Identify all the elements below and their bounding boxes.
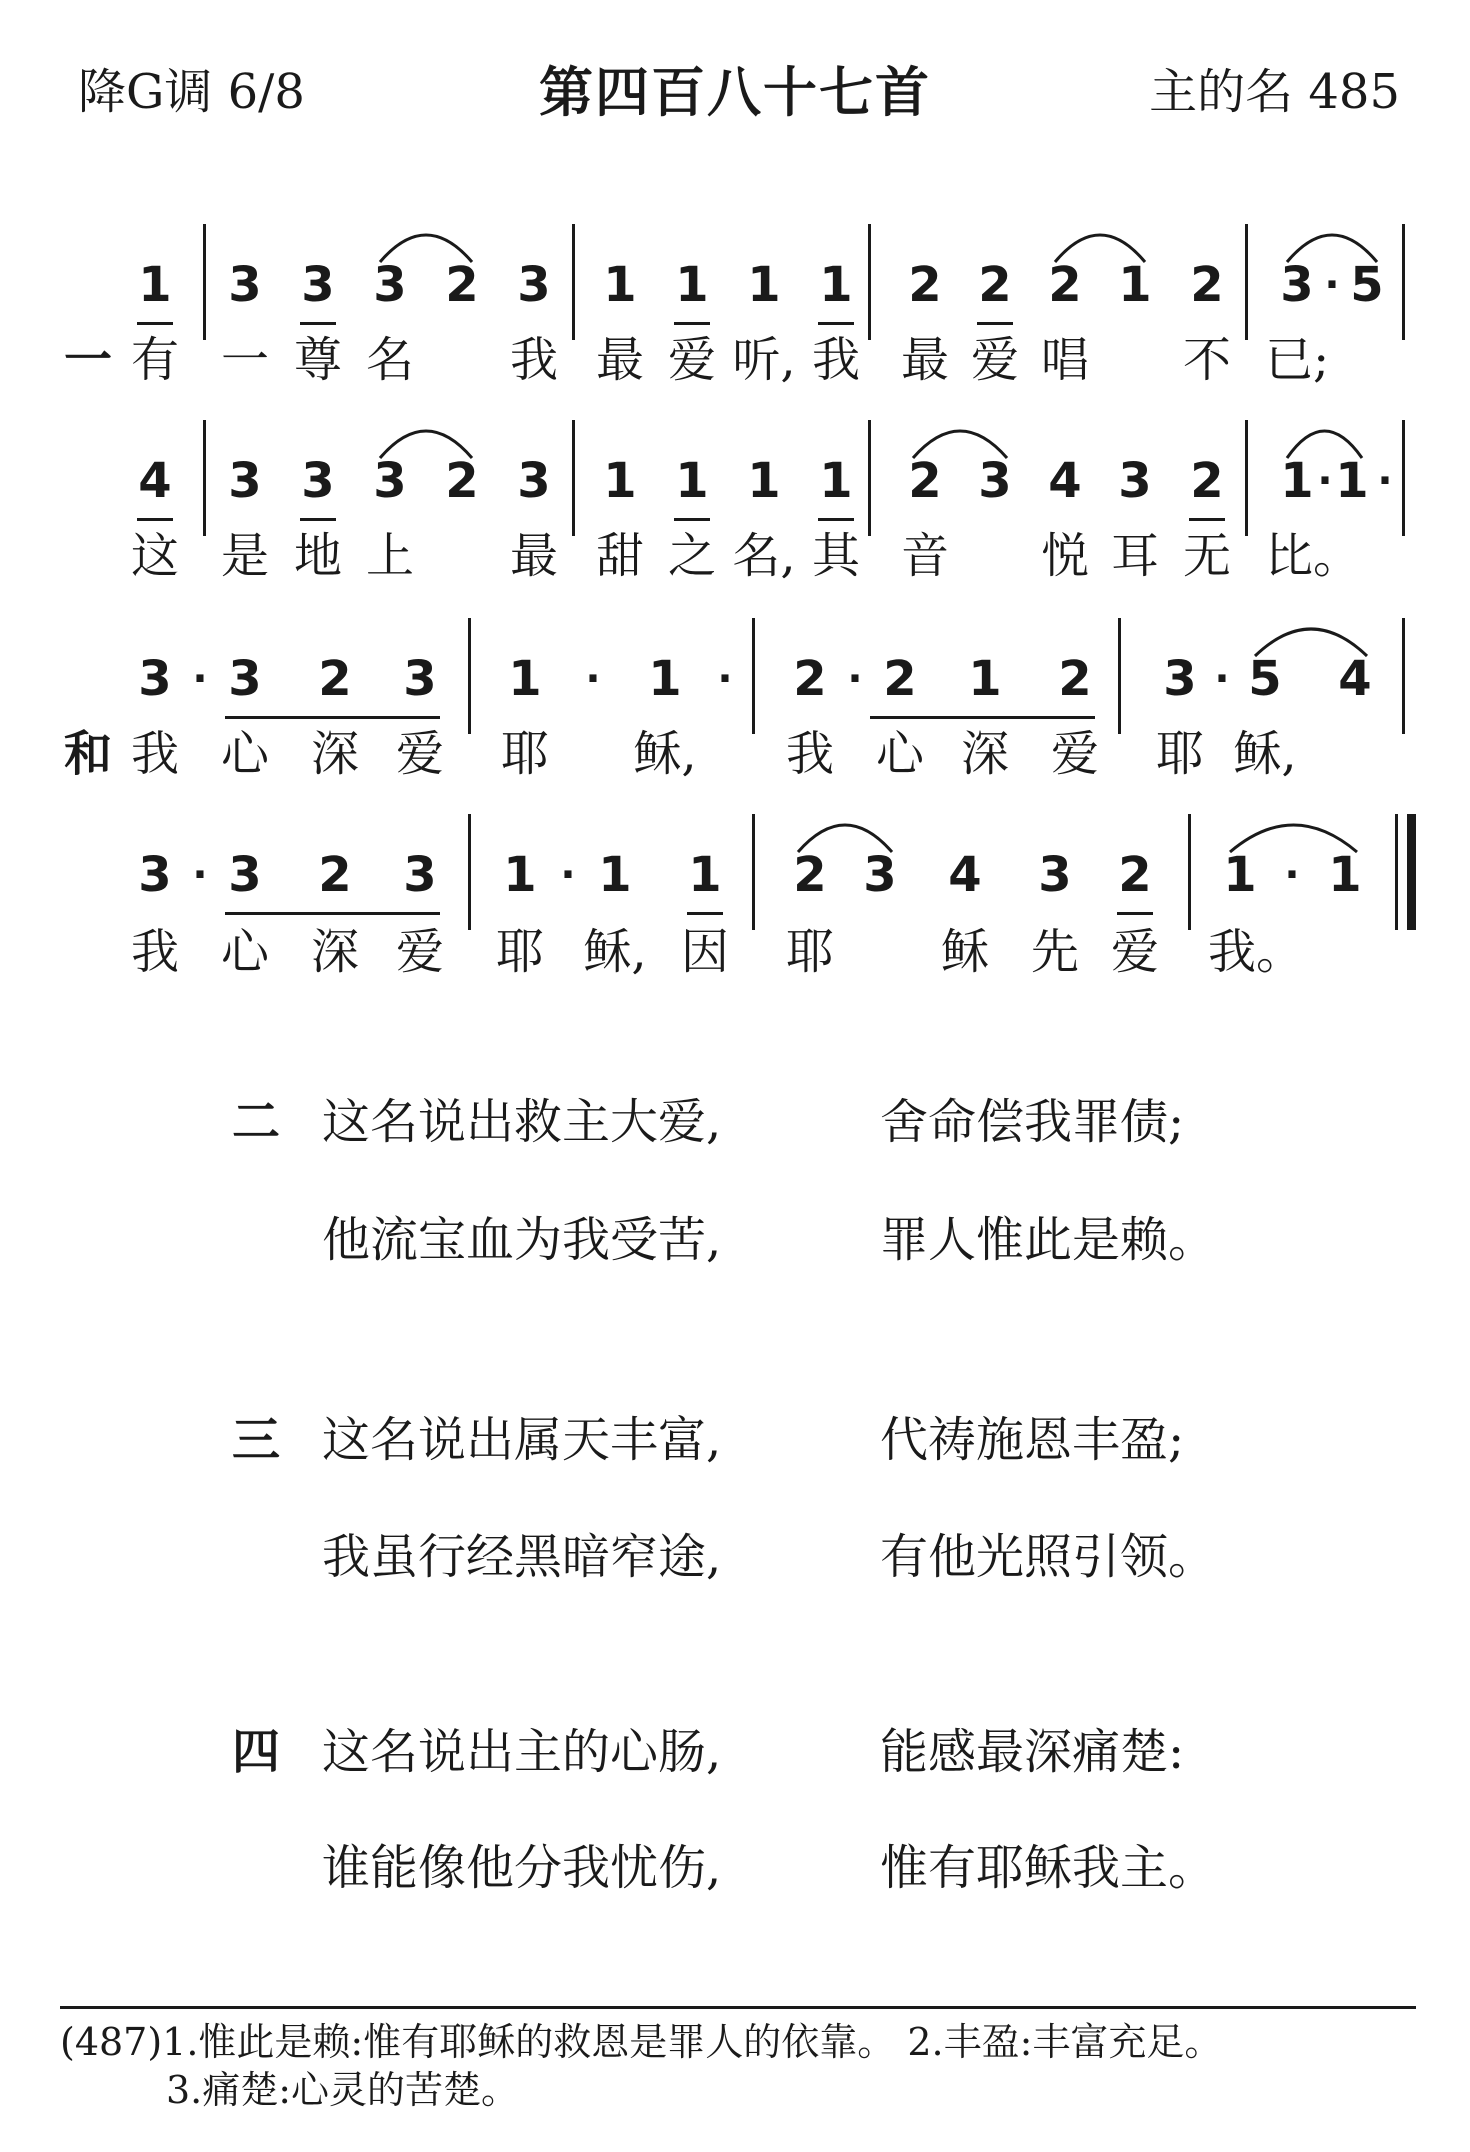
lyric-char: 上 (365, 528, 414, 584)
lyric-char: 地 (293, 528, 342, 584)
lyric-char: 我 (811, 332, 860, 388)
verse-3-line2a: 我虽行经黑暗窄途, (322, 1529, 722, 1585)
lyric-char: 爱 (1110, 924, 1159, 980)
verse-3-line2b: 有他光照引领。 (880, 1529, 1217, 1585)
note: 1 (675, 257, 709, 313)
lyric-char: 耶 (500, 726, 549, 782)
note: 1 (508, 651, 542, 707)
slur (1287, 431, 1362, 458)
slur (1255, 629, 1367, 656)
verse-3-line1a: 这名说出属天丰富, (322, 1412, 722, 1468)
note: 3 (373, 453, 407, 509)
note: 2 (978, 257, 1012, 313)
slur-arcs (0, 250, 1470, 320)
note: 2 (1190, 453, 1224, 509)
note: 1 (138, 257, 172, 313)
lyric-char: 我 (130, 924, 179, 980)
note: 1 (747, 453, 781, 509)
note: 3 (863, 847, 897, 903)
lyric-char: 爱 (395, 726, 444, 782)
note: 1 (598, 847, 632, 903)
note-underline (687, 912, 723, 915)
notation-row-4 (0, 840, 1470, 910)
note: 1 (819, 257, 853, 313)
slur (1287, 235, 1377, 262)
lyric-char: 最 (900, 332, 949, 388)
lyric-char: 深 (960, 726, 1009, 782)
note: 1 (819, 453, 853, 509)
lyric-char: 先 (1030, 924, 1079, 980)
verse-1-label: 一 (63, 332, 112, 388)
note: 5 (1350, 257, 1384, 313)
lyric-char: 有 (130, 332, 179, 388)
dot-mark: · (192, 656, 208, 702)
note: 1 (603, 453, 637, 509)
note: 3 (228, 453, 262, 509)
note: 2 (883, 651, 917, 707)
dot-mark: · (1214, 656, 1230, 702)
note: 2 (1190, 257, 1224, 313)
lyric-char: 一 (220, 332, 269, 388)
lyric-char: 其 (811, 528, 860, 584)
note: 3 (301, 453, 335, 509)
note: 3 (228, 847, 262, 903)
note: 3 (517, 257, 551, 313)
lyric-char: 已; (1265, 332, 1330, 388)
lyric-char: 耶 (785, 924, 834, 980)
note: 2 (1058, 651, 1092, 707)
slur (913, 431, 1007, 458)
hymn-title: 第四百八十七首 (539, 60, 931, 124)
note: 4 (1338, 651, 1372, 707)
slur-arcs (0, 644, 1470, 714)
verse-4-line1a: 这名说出主的心肠, (322, 1724, 722, 1780)
verse-4-label: 四 (232, 1724, 281, 1780)
lyric-char: 耶 (495, 924, 544, 980)
lyric-char: 我 (130, 726, 179, 782)
lyric-char: 稣, (633, 726, 697, 782)
note: 3 (517, 453, 551, 509)
lyric-char: 心 (220, 924, 269, 980)
note: 3 (301, 257, 335, 313)
note: 1 (1118, 257, 1152, 313)
note: 1 (1280, 453, 1314, 509)
slur-arcs (0, 446, 1470, 516)
lyric-char: 我 (785, 726, 834, 782)
verse-3-line1b: 代祷施恩丰盈; (880, 1412, 1185, 1468)
dot-mark: · (1377, 458, 1393, 504)
note-underline (674, 518, 710, 521)
verse-2-line2b: 罪人惟此是赖。 (880, 1212, 1217, 1268)
note-underline (977, 322, 1013, 325)
note-underline (137, 322, 173, 325)
note: 3 (403, 651, 437, 707)
lyric-char: 听, (732, 332, 796, 388)
lyric-char: 尊 (293, 332, 342, 388)
lyric-char: 最 (509, 528, 558, 584)
note-underline (137, 518, 173, 521)
lyric-char: 爱 (395, 924, 444, 980)
note: 3 (403, 847, 437, 903)
lyric-char: 耶 (1155, 726, 1204, 782)
note: 2 (318, 847, 352, 903)
note: 1 (968, 651, 1002, 707)
slur (1230, 825, 1357, 852)
beam-underline (870, 716, 1095, 719)
verse-2-line1a: 这名说出救主大爱, (322, 1094, 722, 1150)
lyric-char: 比。 (1265, 528, 1362, 584)
lyric-char: 爱 (970, 332, 1019, 388)
note-underline (674, 322, 710, 325)
lyric-char: 稣, (583, 924, 647, 980)
lyric-char: 名 (365, 332, 414, 388)
note: 4 (1048, 453, 1082, 509)
note: 4 (948, 847, 982, 903)
footnote-line1: (487)1.惟此是赖:惟有耶稣的救恩是罪人的依靠。 2.丰盈:丰富充足。 (60, 2020, 1223, 2064)
lyric-char: 耳 (1110, 528, 1159, 584)
lyric-char: 我。 (1208, 924, 1305, 980)
note: 3 (138, 847, 172, 903)
note: 3 (228, 257, 262, 313)
note: 3 (373, 257, 407, 313)
note: 2 (793, 847, 827, 903)
footnote-rule (60, 2006, 1416, 2009)
note: 3 (1118, 453, 1152, 509)
note: 1 (603, 257, 637, 313)
lyric-char: 因 (680, 924, 729, 980)
slur-arcs (0, 840, 1470, 910)
note: 2 (445, 257, 479, 313)
dot-mark: · (192, 852, 208, 898)
dot-mark: · (847, 656, 863, 702)
slur (1055, 235, 1145, 262)
lyric-char: 心 (875, 726, 924, 782)
lyric-row-3 (0, 722, 1470, 786)
lyric-char: 心 (220, 726, 269, 782)
lyric-char: 稣 (940, 924, 989, 980)
slur (380, 235, 472, 262)
notation-row-3 (0, 644, 1470, 714)
verse-4-line1b: 能感最深痛楚: (880, 1724, 1185, 1780)
note: 2 (1118, 847, 1152, 903)
note-underline (818, 518, 854, 521)
notation-row-1 (0, 250, 1470, 320)
note: 1 (1328, 847, 1362, 903)
note: 1 (1223, 847, 1257, 903)
note-underline (818, 322, 854, 325)
note: 2 (793, 651, 827, 707)
lyric-char: 最 (595, 332, 644, 388)
note: 1 (1335, 453, 1369, 509)
verse-2-line2a: 他流宝血为我受苦, (322, 1212, 722, 1268)
note: 1 (675, 453, 709, 509)
dot-mark: · (560, 852, 576, 898)
lyric-char: 名, (732, 528, 796, 584)
note: 2 (908, 257, 942, 313)
dot-mark: · (585, 656, 601, 702)
slur (380, 431, 472, 458)
note: 1 (503, 847, 537, 903)
note-underline (300, 518, 336, 521)
lyric-row-1 (0, 328, 1470, 392)
note: 3 (1163, 651, 1197, 707)
note: 1 (688, 847, 722, 903)
lyric-char: 深 (310, 726, 359, 782)
lyric-char: 不 (1182, 332, 1231, 388)
lyric-char: 爱 (667, 332, 716, 388)
lyric-char: 这 (130, 528, 179, 584)
dot-mark: · (1317, 458, 1333, 504)
lyric-char: 之 (667, 528, 716, 584)
lyric-char: 是 (220, 528, 269, 584)
lyric-char: 稣, (1233, 726, 1297, 782)
verse-2-line1b: 舍命偿我罪债; (880, 1094, 1185, 1150)
note: 5 (1248, 651, 1282, 707)
lyric-char: 甜 (595, 528, 644, 584)
key-signature: 降G调 6/8 (78, 64, 305, 120)
note: 4 (138, 453, 172, 509)
subject-number: 主的名 485 (1149, 64, 1400, 120)
note-underline (1189, 518, 1225, 521)
note: 2 (1048, 257, 1082, 313)
lyric-char: 无 (1182, 528, 1231, 584)
note: 1 (747, 257, 781, 313)
lyric-char: 唱 (1040, 332, 1089, 388)
lyric-char: 深 (310, 924, 359, 980)
note: 2 (445, 453, 479, 509)
note: 1 (648, 651, 682, 707)
dot-mark: · (717, 656, 733, 702)
verse-4-line2b: 惟有耶稣我主。 (880, 1840, 1217, 1896)
note: 2 (908, 453, 942, 509)
note: 3 (228, 651, 262, 707)
refrain-label: 和 (63, 726, 112, 782)
lyric-row-4 (0, 920, 1470, 984)
note-underline (300, 322, 336, 325)
lyric-char: 悦 (1040, 528, 1089, 584)
verse-2-label: 二 (232, 1094, 281, 1150)
note: 3 (1280, 257, 1314, 313)
footnote-line2: 3.痛楚:心灵的苦楚。 (166, 2068, 520, 2112)
verse-4-line2a: 谁能像他分我忧伤, (322, 1840, 722, 1896)
note: 3 (138, 651, 172, 707)
verse-3-label: 三 (232, 1412, 281, 1468)
lyric-char: 我 (509, 332, 558, 388)
dot-mark: · (1284, 852, 1300, 898)
notation-row-2 (0, 446, 1470, 516)
lyric-char: 爱 (1050, 726, 1099, 782)
lyric-char: 音 (900, 528, 949, 584)
slur (798, 825, 892, 852)
beam-underline (225, 716, 440, 719)
note: 3 (1038, 847, 1072, 903)
dot-mark: · (1324, 262, 1340, 308)
note: 3 (978, 453, 1012, 509)
note: 2 (318, 651, 352, 707)
beam-underline (225, 912, 440, 915)
note-underline (1117, 912, 1153, 915)
lyric-row-2 (0, 524, 1470, 588)
